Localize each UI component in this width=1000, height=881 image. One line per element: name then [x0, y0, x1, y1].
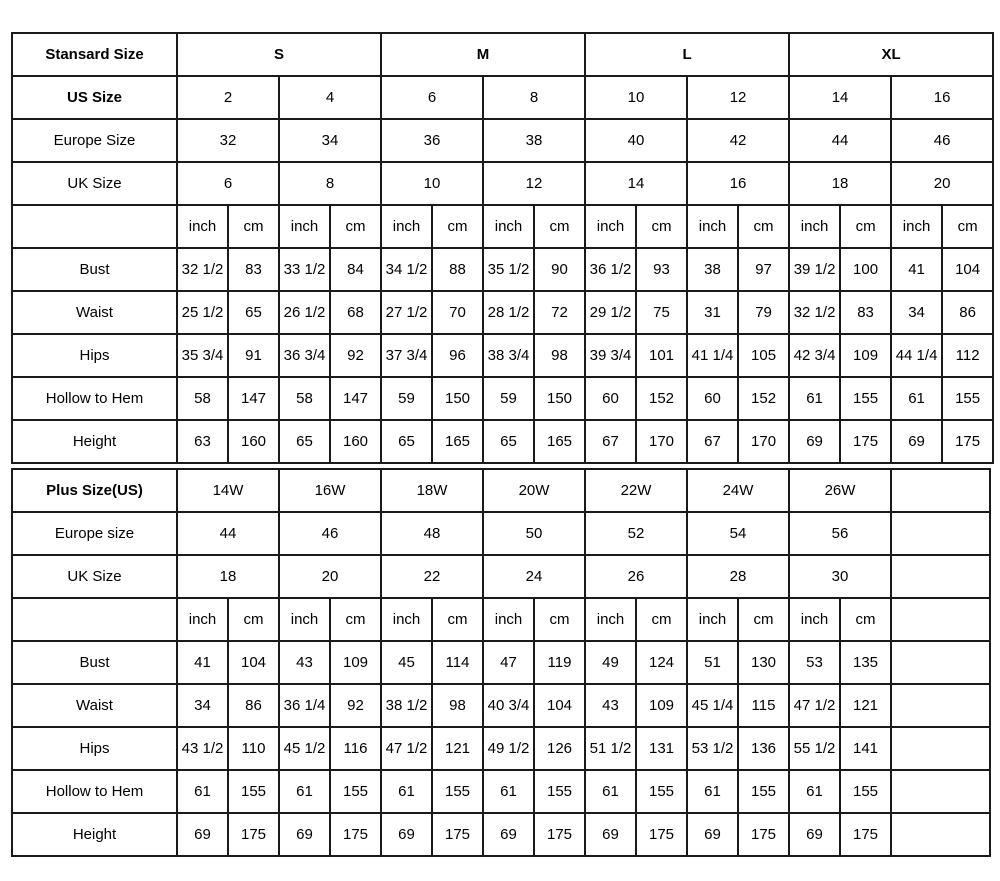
table-row — [12, 377, 993, 420]
measure-cell: 61 — [483, 770, 534, 813]
unit-cell: cm — [330, 205, 381, 248]
cell-eu-38: 38 — [483, 119, 585, 162]
measure-cell: 43 — [279, 641, 330, 684]
unit-cell: inch — [279, 598, 330, 641]
measure-cell: 47 — [483, 641, 534, 684]
size-22w: 22W — [585, 469, 687, 512]
measure-cell: 61 — [789, 770, 840, 813]
measure-cell: 61 — [789, 377, 840, 420]
table-row — [12, 727, 990, 770]
measure-cell: 69 — [177, 813, 228, 856]
measure-cell: 69 — [789, 813, 840, 856]
measure-cell: 35 3/4 — [177, 334, 228, 377]
measure-cell: 104 — [228, 641, 279, 684]
measure-cell: 67 — [687, 420, 738, 463]
measure-cell: 141 — [840, 727, 891, 770]
measure-cell: 51 — [687, 641, 738, 684]
measure-cell: 33 1/2 — [279, 248, 330, 291]
row-label-hips: Hips — [12, 334, 177, 377]
unit-cell: inch — [585, 598, 636, 641]
cell-eu-44: 44 — [177, 512, 279, 555]
measure-cell: 160 — [330, 420, 381, 463]
cell-us-14: 14 — [789, 76, 891, 119]
size-26w: 26W — [789, 469, 891, 512]
table-row — [12, 119, 993, 162]
measure-cell: 34 — [891, 291, 942, 334]
table-row — [12, 684, 990, 727]
cell-uk-6: 6 — [177, 162, 279, 205]
cell-eu-46: 46 — [279, 512, 381, 555]
unit-cell: cm — [228, 598, 279, 641]
unit-cell: inch — [381, 598, 432, 641]
cell-uk-20: 20 — [279, 555, 381, 598]
measure-cell: 100 — [840, 248, 891, 291]
spacer-cell — [891, 555, 990, 598]
measure-cell: 112 — [942, 334, 993, 377]
measure-cell: 152 — [738, 377, 789, 420]
unit-cell: inch — [483, 205, 534, 248]
table-row — [12, 555, 990, 598]
measure-cell: 98 — [432, 684, 483, 727]
cell-uk-18: 18 — [177, 555, 279, 598]
measure-cell: 63 — [177, 420, 228, 463]
measure-cell: 41 — [177, 641, 228, 684]
measure-cell: 175 — [636, 813, 687, 856]
measure-cell: 119 — [534, 641, 585, 684]
cell-uk-16: 16 — [687, 162, 789, 205]
standard-size-header-label: Stansard Size — [12, 33, 177, 76]
unit-cell: cm — [432, 598, 483, 641]
measure-cell: 175 — [738, 813, 789, 856]
measure-cell: 53 — [789, 641, 840, 684]
size-group-s: S — [177, 33, 381, 76]
measure-cell: 34 — [177, 684, 228, 727]
cell-eu-44: 44 — [789, 119, 891, 162]
cell-uk-14: 14 — [585, 162, 687, 205]
measure-cell: 65 — [279, 420, 330, 463]
unit-cell: cm — [330, 598, 381, 641]
measure-cell: 152 — [636, 377, 687, 420]
measure-cell: 47 1/2 — [789, 684, 840, 727]
row-label-height: Height — [12, 813, 177, 856]
cell-eu-34: 34 — [279, 119, 381, 162]
row-label-uk-size: UK Size — [12, 162, 177, 205]
table-row — [12, 162, 993, 205]
measure-cell: 69 — [789, 420, 840, 463]
measure-cell: 37 3/4 — [381, 334, 432, 377]
row-label-bust: Bust — [12, 641, 177, 684]
row-label-waist: Waist — [12, 684, 177, 727]
cell-uk-24: 24 — [483, 555, 585, 598]
cell-us-6: 6 — [381, 76, 483, 119]
unit-cell: cm — [228, 205, 279, 248]
measure-cell: 90 — [534, 248, 585, 291]
measure-cell: 39 1/2 — [789, 248, 840, 291]
spacer-cell — [891, 684, 990, 727]
table-row-header — [12, 33, 993, 76]
measure-cell: 175 — [942, 420, 993, 463]
measure-cell: 39 3/4 — [585, 334, 636, 377]
cell-uk-28: 28 — [687, 555, 789, 598]
size-14w: 14W — [177, 469, 279, 512]
row-label-europe-size: Europe Size — [12, 119, 177, 162]
measure-cell: 110 — [228, 727, 279, 770]
row-label-uk-size: UK Size — [12, 555, 177, 598]
unit-cell: cm — [738, 598, 789, 641]
cell-us-2: 2 — [177, 76, 279, 119]
measure-cell: 32 1/2 — [177, 248, 228, 291]
size-16w: 16W — [279, 469, 381, 512]
measure-cell: 31 — [687, 291, 738, 334]
unit-cell: cm — [534, 205, 585, 248]
measure-cell: 86 — [942, 291, 993, 334]
spacer-cell — [891, 598, 990, 641]
cell-uk-18: 18 — [789, 162, 891, 205]
measure-cell: 42 3/4 — [789, 334, 840, 377]
unit-cell: inch — [891, 205, 942, 248]
measure-cell: 25 1/2 — [177, 291, 228, 334]
table-row — [12, 641, 990, 684]
measure-cell: 36 1/4 — [279, 684, 330, 727]
unit-cell: inch — [279, 205, 330, 248]
spacer-cell — [891, 512, 990, 555]
measure-cell: 97 — [738, 248, 789, 291]
cell-uk-20: 20 — [891, 162, 993, 205]
measure-cell: 59 — [483, 377, 534, 420]
cell-us-16: 16 — [891, 76, 993, 119]
measure-cell: 35 1/2 — [483, 248, 534, 291]
measure-cell: 116 — [330, 727, 381, 770]
measure-cell: 67 — [585, 420, 636, 463]
measure-cell: 175 — [330, 813, 381, 856]
cell-eu-40: 40 — [585, 119, 687, 162]
measure-cell: 155 — [432, 770, 483, 813]
measure-cell: 32 1/2 — [789, 291, 840, 334]
measure-cell: 51 1/2 — [585, 727, 636, 770]
measure-cell: 109 — [636, 684, 687, 727]
measure-cell: 121 — [432, 727, 483, 770]
unit-cell: cm — [636, 598, 687, 641]
measure-cell: 92 — [330, 684, 381, 727]
cell-us-12: 12 — [687, 76, 789, 119]
cell-uk-30: 30 — [789, 555, 891, 598]
size-18w: 18W — [381, 469, 483, 512]
measure-cell: 115 — [738, 684, 789, 727]
measure-cell: 69 — [483, 813, 534, 856]
unit-cell: inch — [789, 205, 840, 248]
standard-size-table — [11, 32, 994, 464]
measure-cell: 155 — [228, 770, 279, 813]
measure-cell: 49 1/2 — [483, 727, 534, 770]
measure-cell: 36 1/2 — [585, 248, 636, 291]
measure-cell: 61 — [381, 770, 432, 813]
measure-cell: 135 — [840, 641, 891, 684]
measure-cell: 160 — [228, 420, 279, 463]
measure-cell: 59 — [381, 377, 432, 420]
spacer-cell — [891, 770, 990, 813]
measure-cell: 58 — [177, 377, 228, 420]
measure-cell: 38 — [687, 248, 738, 291]
measure-cell: 175 — [840, 813, 891, 856]
measure-cell: 60 — [687, 377, 738, 420]
cell-uk-12: 12 — [483, 162, 585, 205]
measure-cell: 175 — [534, 813, 585, 856]
measure-cell: 93 — [636, 248, 687, 291]
measure-cell: 65 — [228, 291, 279, 334]
measure-cell: 170 — [636, 420, 687, 463]
table-row — [12, 291, 993, 334]
measure-cell: 86 — [228, 684, 279, 727]
unit-cell: cm — [534, 598, 585, 641]
row-label-waist: Waist — [12, 291, 177, 334]
measure-cell: 41 1/4 — [687, 334, 738, 377]
measure-cell: 104 — [942, 248, 993, 291]
unit-cell: inch — [177, 205, 228, 248]
measure-cell: 69 — [381, 813, 432, 856]
cell-eu-54: 54 — [687, 512, 789, 555]
measure-cell: 165 — [432, 420, 483, 463]
unit-cell: inch — [687, 598, 738, 641]
measure-cell: 79 — [738, 291, 789, 334]
measure-cell: 155 — [840, 770, 891, 813]
measure-cell: 55 1/2 — [789, 727, 840, 770]
measure-cell: 69 — [891, 420, 942, 463]
row-label-units — [12, 598, 177, 641]
row-label-units — [12, 205, 177, 248]
measure-cell: 155 — [738, 770, 789, 813]
unit-cell: inch — [687, 205, 738, 248]
measure-cell: 88 — [432, 248, 483, 291]
measure-cell: 65 — [483, 420, 534, 463]
table-row-units — [12, 598, 990, 641]
row-label-bust: Bust — [12, 248, 177, 291]
measure-cell: 65 — [381, 420, 432, 463]
measure-cell: 147 — [228, 377, 279, 420]
measure-cell: 41 — [891, 248, 942, 291]
row-label-europe-size: Europe size — [12, 512, 177, 555]
row-label-hollow-to-hem: Hollow to Hem — [12, 770, 177, 813]
measure-cell: 70 — [432, 291, 483, 334]
measure-cell: 69 — [585, 813, 636, 856]
measure-cell: 40 3/4 — [483, 684, 534, 727]
cell-uk-8: 8 — [279, 162, 381, 205]
table-row — [12, 420, 993, 463]
table-row — [12, 813, 990, 856]
measure-cell: 136 — [738, 727, 789, 770]
measure-cell: 131 — [636, 727, 687, 770]
unit-cell: inch — [483, 598, 534, 641]
table-row — [12, 76, 993, 119]
measure-cell: 155 — [942, 377, 993, 420]
cell-eu-32: 32 — [177, 119, 279, 162]
unit-cell: inch — [381, 205, 432, 248]
measure-cell: 84 — [330, 248, 381, 291]
measure-cell: 155 — [636, 770, 687, 813]
measure-cell: 61 — [891, 377, 942, 420]
unit-cell: inch — [585, 205, 636, 248]
measure-cell: 61 — [177, 770, 228, 813]
measure-cell: 49 — [585, 641, 636, 684]
measure-cell: 109 — [330, 641, 381, 684]
table-row — [12, 248, 993, 291]
table-row — [12, 512, 990, 555]
measure-cell: 60 — [585, 377, 636, 420]
measure-cell: 121 — [840, 684, 891, 727]
cell-eu-46: 46 — [891, 119, 993, 162]
measure-cell: 165 — [534, 420, 585, 463]
plus-size-table — [11, 468, 991, 857]
measure-cell: 175 — [840, 420, 891, 463]
measure-cell: 105 — [738, 334, 789, 377]
measure-cell: 124 — [636, 641, 687, 684]
spacer-cell — [891, 813, 990, 856]
measure-cell: 28 1/2 — [483, 291, 534, 334]
cell-uk-10: 10 — [381, 162, 483, 205]
measure-cell: 44 1/4 — [891, 334, 942, 377]
measure-cell: 155 — [330, 770, 381, 813]
size-group-xl: XL — [789, 33, 993, 76]
row-label-hips: Hips — [12, 727, 177, 770]
row-label-height: Height — [12, 420, 177, 463]
measure-cell: 175 — [432, 813, 483, 856]
cell-us-10: 10 — [585, 76, 687, 119]
measure-cell: 170 — [738, 420, 789, 463]
row-label-hollow-to-hem: Hollow to Hem — [12, 377, 177, 420]
spacer-cell — [891, 727, 990, 770]
cell-us-8: 8 — [483, 76, 585, 119]
table-row — [12, 770, 990, 813]
measure-cell: 126 — [534, 727, 585, 770]
measure-cell: 43 — [585, 684, 636, 727]
size-group-m: M — [381, 33, 585, 76]
measure-cell: 26 1/2 — [279, 291, 330, 334]
measure-cell: 69 — [279, 813, 330, 856]
measure-cell: 96 — [432, 334, 483, 377]
measure-cell: 150 — [534, 377, 585, 420]
measure-cell: 68 — [330, 291, 381, 334]
unit-cell: cm — [840, 598, 891, 641]
size-20w: 20W — [483, 469, 585, 512]
unit-cell: cm — [840, 205, 891, 248]
table-row-header — [12, 469, 990, 512]
measure-cell: 155 — [840, 377, 891, 420]
cell-eu-36: 36 — [381, 119, 483, 162]
measure-cell: 45 1/2 — [279, 727, 330, 770]
measure-cell: 45 — [381, 641, 432, 684]
table-row — [12, 334, 993, 377]
measure-cell: 104 — [534, 684, 585, 727]
cell-us-4: 4 — [279, 76, 381, 119]
spacer-cell — [891, 469, 990, 512]
cell-eu-42: 42 — [687, 119, 789, 162]
measure-cell: 29 1/2 — [585, 291, 636, 334]
unit-cell: inch — [789, 598, 840, 641]
cell-eu-50: 50 — [483, 512, 585, 555]
measure-cell: 150 — [432, 377, 483, 420]
plus-size-header-label: Plus Size(US) — [12, 469, 177, 512]
measure-cell: 61 — [585, 770, 636, 813]
measure-cell: 109 — [840, 334, 891, 377]
measure-cell: 69 — [687, 813, 738, 856]
row-label-us-size: US Size — [12, 76, 177, 119]
measure-cell: 43 1/2 — [177, 727, 228, 770]
measure-cell: 61 — [687, 770, 738, 813]
measure-cell: 53 1/2 — [687, 727, 738, 770]
measure-cell: 34 1/2 — [381, 248, 432, 291]
measure-cell: 92 — [330, 334, 381, 377]
size-24w: 24W — [687, 469, 789, 512]
measure-cell: 83 — [840, 291, 891, 334]
spacer-cell — [891, 641, 990, 684]
measure-cell: 38 3/4 — [483, 334, 534, 377]
measure-cell: 75 — [636, 291, 687, 334]
measure-cell: 38 1/2 — [381, 684, 432, 727]
unit-cell: cm — [738, 205, 789, 248]
measure-cell: 101 — [636, 334, 687, 377]
measure-cell: 91 — [228, 334, 279, 377]
measure-cell: 27 1/2 — [381, 291, 432, 334]
unit-cell: cm — [636, 205, 687, 248]
unit-cell: cm — [942, 205, 993, 248]
measure-cell: 130 — [738, 641, 789, 684]
unit-cell: inch — [177, 598, 228, 641]
measure-cell: 72 — [534, 291, 585, 334]
cell-eu-56: 56 — [789, 512, 891, 555]
measure-cell: 175 — [228, 813, 279, 856]
unit-cell: cm — [432, 205, 483, 248]
measure-cell: 47 1/2 — [381, 727, 432, 770]
measure-cell: 83 — [228, 248, 279, 291]
measure-cell: 36 3/4 — [279, 334, 330, 377]
measure-cell: 114 — [432, 641, 483, 684]
cell-uk-22: 22 — [381, 555, 483, 598]
measure-cell: 61 — [279, 770, 330, 813]
table-row-units — [12, 205, 993, 248]
size-group-l: L — [585, 33, 789, 76]
measure-cell: 155 — [534, 770, 585, 813]
cell-uk-26: 26 — [585, 555, 687, 598]
cell-eu-48: 48 — [381, 512, 483, 555]
measure-cell: 45 1/4 — [687, 684, 738, 727]
measure-cell: 147 — [330, 377, 381, 420]
measure-cell: 98 — [534, 334, 585, 377]
cell-eu-52: 52 — [585, 512, 687, 555]
measure-cell: 58 — [279, 377, 330, 420]
